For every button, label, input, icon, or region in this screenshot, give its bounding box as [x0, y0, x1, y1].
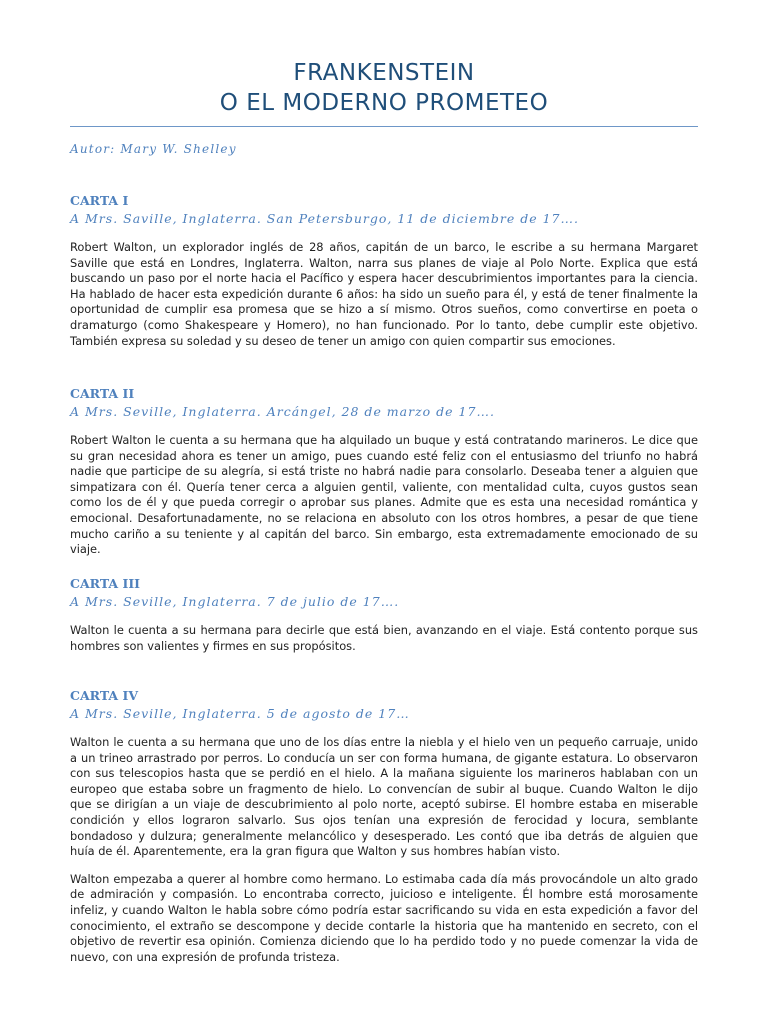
- title-line-1: FRANKENSTEIN: [293, 60, 475, 86]
- section-subtitle: A Mrs. Seville, Inglaterra. 7 de julio de 17….: [70, 594, 400, 609]
- section-paragraph: Robert Walton, un explorador inglés de 28 años, capitán de un barco, le escribe a su hermana Margaret Saville que está en Londres, Inglaterra. Walton, narra sus planes de viaje al Polo Norte. Explica que está buscando un paso por el norte hacia el Pacífico y espera hacer descubrimientos importantes para la ciencia. Ha hablado de hacer esta expedición durante 6 años: ha sido un sueño para él, y está de tener finalmente la oportunidad de cumplir esa promesa que se hizo a sí mismo. Otros sueños, como convertirse en poeta o dramaturgo (como Shakespeare y Homero), no han funcionado. Por lo tanto, debe cumplir este objetivo. También expresa su soledad y su deseo de tener un amigo con quien compartir sus emociones.: [70, 240, 698, 348]
- section-subtitle: A Mrs. Seville, Inglaterra. 5 de agosto de 17…: [70, 706, 410, 721]
- document-page: [70, 0, 698, 964]
- section-paragraph: Walton le cuenta a su hermana que uno de los días entre la niebla y el hielo ven un pequeño carruaje, unido a un trineo arrastrado por perros. Lo conducía un ser con forma humana, de gigante estatura. Lo observaron con sus telescopios hasta que se perdió en el hielo. A la mañana siguiente los marineros hablaban con un europeo que estaba sobre un fragmento de hielo. Lo convencían de subir al buque. Cuando Walton le dijo que se dirigían a un viaje de descubrimiento al polo norte, aceptó subirse. El hombre estaba en miserable condición y ellos lograron salvarlo. Sus ojos tenían una expresión de ferocidad y locura, semblante bondadoso y dulzura; generalmente melancólico y desesperado. Les contó que iba detrás de alguien que huía de él. Aparentemente, era la gran figura que Walton y sus hombres habían visto.: [70, 735, 698, 859]
- section-carta-2: [70, 385, 698, 558]
- author-line: Autor: Mary W. Shelley: [70, 142, 237, 156]
- section-paragraph: Walton empezaba a querer al hombre como hermano. Lo estimaba cada día más provocándole un alto grado de admiración y compasión. Lo encontraba correcto, juicioso e inteligente. Él hombre está morosamente infeliz, y cuando Walton le habla sobre cómo podría estar sacrificando su vida en esta expedición a favor del conocimiento, el extraño se descompone y decide contarle la historia que ha mantenido en secreto, con el objetivo de revertir esa opinión. Comienza diciendo que lo ha perdido todo y no puede comenzar la vida de nuevo, con una expresión de profunda tristeza.: [70, 871, 698, 964]
- section-carta-1: [70, 192, 698, 349]
- title-line-2: O EL MODERNO PROMETEO: [219, 90, 549, 116]
- section-paragraph: Robert Walton le cuenta a su hermana que ha alquilado un buque y está contratando marineros. Le dice que su gran necesidad ahora es tener un amigo, pues cuando esté feliz con el entusiasmo del triunfo no habrá nadie que participe de su alegría, si está triste no habrá nadie para consolarlo. Deseaba tener a alguien que simpatizara con él. Quería tener cerca a alguien gentil, valiente, con mentalidad culta, cuyos gustos sean como los de él y que pueda corregir o aprobar sus planes. Admite que es esta una necesidad romántica y emocional. Desafortunadamente, no se relaciona en absoluto con los otros hombres, a pesar de que tiene mucho cariño a su teniente y al capitán del barco. Sin embargo, esta extremadamente emocionado de su viaje.: [70, 433, 698, 557]
- section-subtitle: A Mrs. Saville, Inglaterra. San Petersburgo, 11 de diciembre de 17….: [70, 211, 579, 226]
- section-paragraph: Walton le cuenta a su hermana para decirle que está bien, avanzando en el viaje. Está contento porque sus hombres son valientes y firmes en sus propósitos.: [70, 623, 698, 653]
- section-heading: CARTA IV: [70, 688, 139, 703]
- section-subtitle: A Mrs. Seville, Inglaterra. Arcángel, 28 de marzo de 17….: [70, 404, 495, 419]
- document-title: [70, 58, 698, 118]
- section-heading: CARTA III: [70, 576, 141, 591]
- section-carta-4: [70, 687, 698, 965]
- section-carta-3: [70, 575, 698, 654]
- title-divider: [70, 126, 698, 127]
- section-heading: CARTA I: [70, 193, 129, 208]
- section-heading: CARTA II: [70, 386, 135, 401]
